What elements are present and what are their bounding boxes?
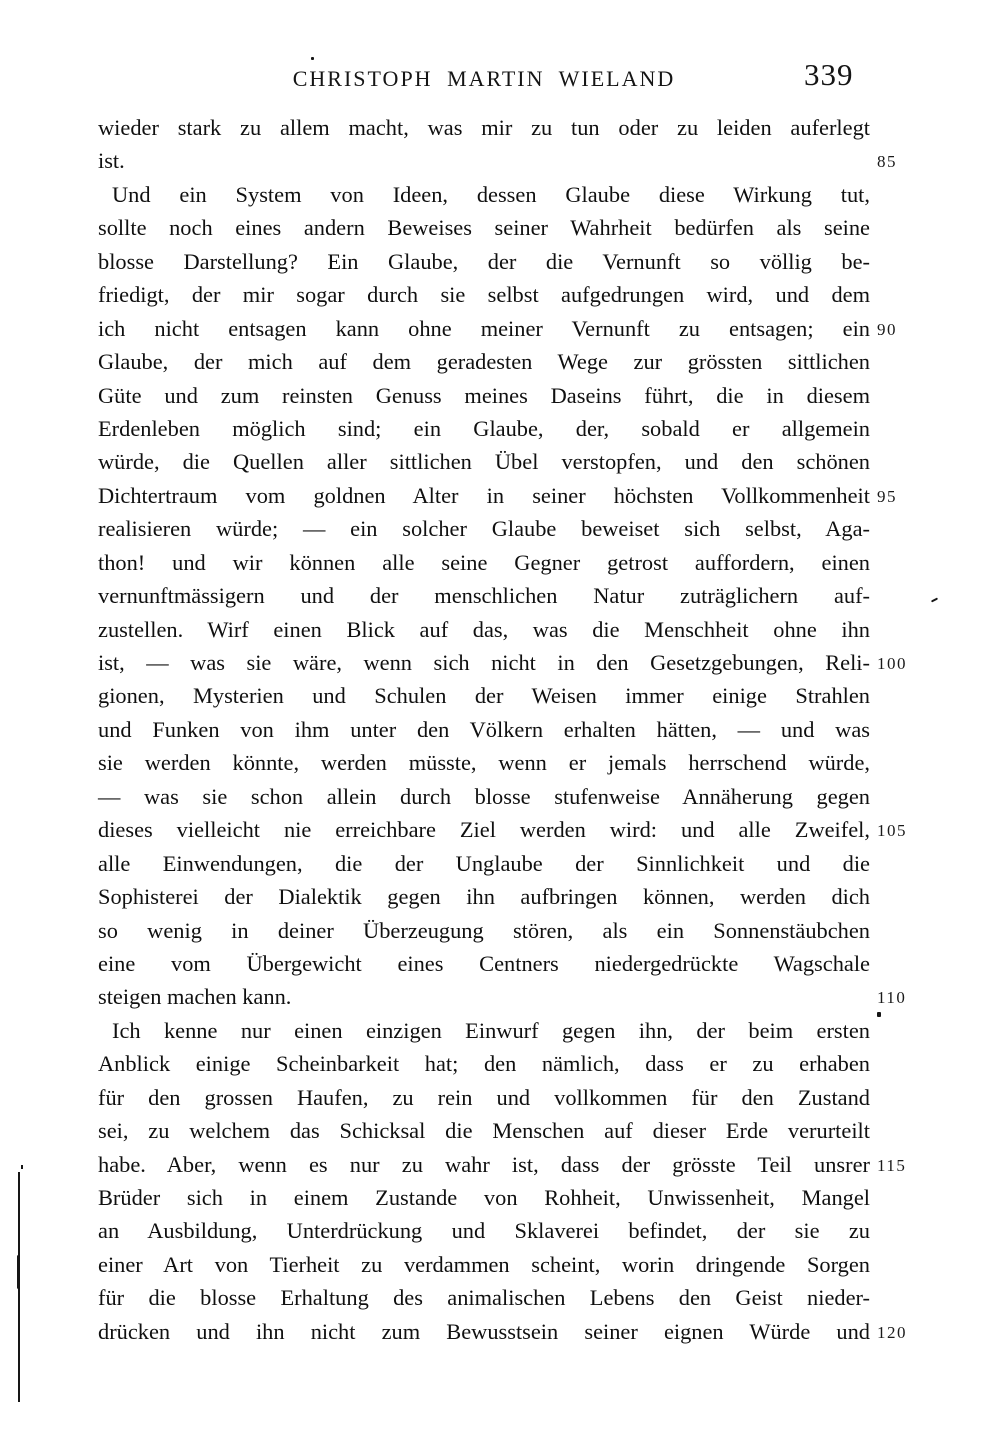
margin-line-number: 115 bbox=[877, 1155, 907, 1175]
margin-line-number: 105 bbox=[877, 821, 907, 841]
text-line: realisieren würde; — ein solcher Glaube beweiset sich selbst, Aga- bbox=[98, 516, 870, 542]
text-line: ist. 85 bbox=[98, 144, 870, 177]
running-title: CHRISTOPH MARTIN WIELAND bbox=[292, 66, 676, 91]
text-line: — was sie schon allein durch blosse stufenweise Annäherung gegen bbox=[98, 783, 870, 809]
text-line: Ich kenne nur einen einzigen Einwurf gegen ihn, der beim ersten bbox=[112, 1017, 870, 1043]
scan-speck bbox=[877, 1012, 881, 1017]
margin-line-number: 120 bbox=[877, 1322, 907, 1342]
text-line: dieses vielleicht nie erreichbare Ziel werden wird: und alle Zweifel, 105 bbox=[98, 813, 870, 846]
text-line: wieder stark zu allem macht, was mir zu tun oder zu leiden auferlegt bbox=[98, 115, 870, 140]
text-line: sei, zu welchem das Schicksal die Menschen auf dieser Erde verurteilt bbox=[98, 1118, 870, 1144]
text-line: drücken und ihn nicht zum Bewusstsein seiner eignen Würde und 120 bbox=[98, 1315, 870, 1348]
text-line: sollte noch eines andern Beweises seiner Wahrheit bedürfen als seine bbox=[98, 215, 870, 241]
text-line: Güte und zum reinsten Genuss meines Daseins führt, die in diesem bbox=[98, 382, 870, 408]
scan-speck bbox=[931, 597, 938, 602]
text-line: einer Art von Tierheit zu verdammen scheint, worin dringende Sorgen bbox=[98, 1251, 870, 1277]
text-line: friedigt, der mir sogar durch sie selbst aufgedrungen wird, und dem bbox=[98, 282, 870, 308]
text-line: Brüder sich in einem Zustande von Rohheit, Unwissenheit, Mangel bbox=[98, 1185, 870, 1210]
text-line: sie werden könnte, werden müsste, wenn er jemals herrschend würde, bbox=[98, 750, 870, 776]
text-line: Sophisterei der Dialektik gegen ihn aufbringen können, werden dich bbox=[98, 884, 870, 910]
text-line: ich nicht entsagen kann ohne meiner Vernunft zu entsagen; ein 90 bbox=[98, 312, 870, 345]
text-line: für die blosse Erhaltung des animalischen Lebens den Geist nieder- bbox=[98, 1285, 870, 1311]
text-line: Glaube, der mich auf dem geradesten Wege zur grössten sittlichen bbox=[98, 349, 870, 375]
text-line: Erdenleben möglich sind; ein Glaube, der, sobald er allgemein bbox=[98, 415, 870, 441]
text-line: gionen, Mysterien und Schulen der Weisen immer einige Strahlen bbox=[98, 683, 870, 709]
page-number: 339 bbox=[804, 57, 854, 92]
text-line: an Ausbildung, Unterdrückung und Sklaverei befindet, der sie zu bbox=[98, 1218, 870, 1244]
text-line: so wenig in deiner Überzeugung stören, als ein Sonnenstäubchen bbox=[98, 917, 870, 943]
text-line: Und ein System von Ideen, dessen Glaube diese Wirkung tut, bbox=[112, 181, 870, 207]
text-line: für den grossen Haufen, zu rein und vollkommen für den Zustand bbox=[98, 1084, 870, 1110]
scan-speck bbox=[311, 57, 314, 60]
text-line: thon! und wir können alle seine Gegner getrost auffordern, einen bbox=[98, 549, 870, 575]
margin-line-number: 110 bbox=[877, 988, 907, 1008]
text-line: Anblick einige Scheinbarkeit hat; den nämlich, dass er zu erhaben bbox=[98, 1051, 870, 1077]
text-line: alle Einwendungen, die der Unglaube der Sinnlichkeit und die bbox=[98, 850, 870, 876]
scan-artifact-line-blob bbox=[17, 1255, 20, 1289]
text-line: steigen machen kann. 110 bbox=[98, 980, 870, 1013]
text-line: zustellen. Wirf einen Blick auf das, was die Menschheit ohne ihn bbox=[98, 616, 870, 642]
text-line: würde, die Quellen aller sittlichen Übel verstopfen, und den schönen bbox=[98, 449, 870, 475]
text-block bbox=[98, 111, 907, 1348]
margin-line-number: 90 bbox=[877, 319, 897, 339]
margin-line-number: 95 bbox=[877, 486, 897, 506]
scan-artifact-line-tick bbox=[21, 1165, 23, 1169]
text-line: habe. Aber, wenn es nur zu wahr ist, dass der grösste Teil unsrer 115 bbox=[98, 1148, 870, 1181]
text-line: und Funken von ihm unter den Völkern erhalten hätten, — und was bbox=[98, 716, 870, 742]
text-line: Dichtertraum vom goldnen Alter in seiner höchsten Vollkommenheit 95 bbox=[98, 479, 870, 512]
margin-line-number: 100 bbox=[877, 654, 907, 673]
text-line: vernunftmässigern und der menschlichen Natur zuträglichern auf- bbox=[98, 583, 870, 609]
text-line: eine vom Übergewicht eines Centners niedergedrückte Wagschale bbox=[98, 950, 870, 976]
text-line: ist, — was sie wäre, wenn sich nicht in den Gesetzgebungen, Reli- 100 bbox=[98, 646, 870, 679]
text-line: blosse Darstellung? Ein Glaube, der die Vernunft so völlig be- bbox=[98, 248, 870, 274]
margin-line-number: 85 bbox=[877, 152, 897, 172]
